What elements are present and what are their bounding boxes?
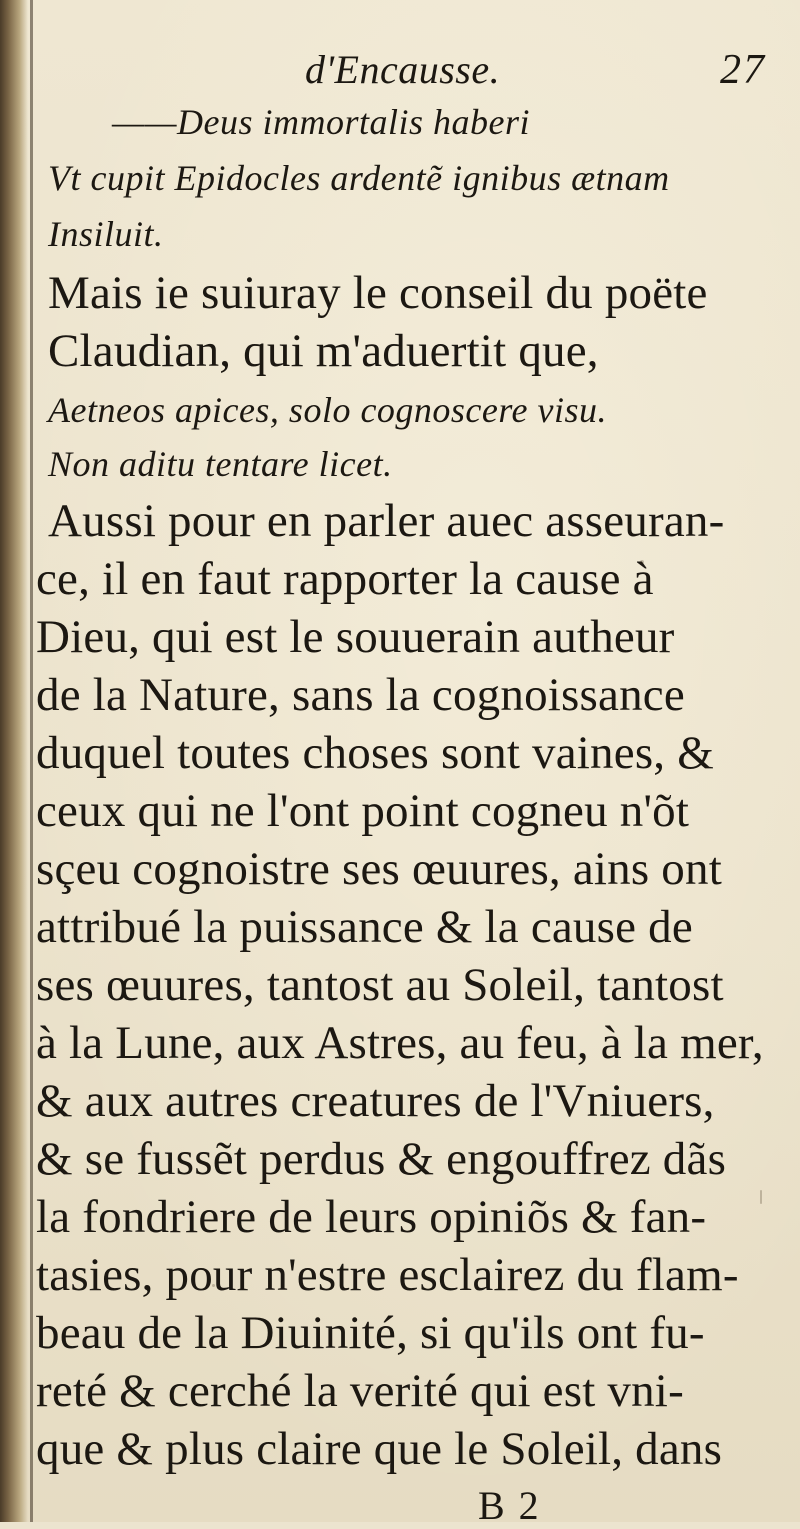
prose-line: ses œuures, tantost au Soleil, tantost <box>36 959 724 1011</box>
verse-line: ——Deus immortalis haberi <box>112 102 531 142</box>
prose-line: Mais ie suiuray le conseil du poëte <box>48 267 708 319</box>
prose-line: Aussi pour en parler auec asseuran- <box>48 495 725 547</box>
prose-line: sçeu cognoistre ses œuures, ains ont <box>36 843 722 895</box>
prose-line: Claudian, qui m'aduertit que, <box>48 325 599 377</box>
prose-line: à la Lune, aux Astres, au feu, à la mer, <box>36 1017 764 1069</box>
paper-speck <box>212 1284 215 1287</box>
verse-line: Vt cupit Epidocles ardentẽ ignibus ætnam <box>48 158 670 198</box>
prose-line: ce, il en faut rapporter la cause à <box>36 553 654 605</box>
verse-line: Insiluit. <box>48 214 164 254</box>
quote-line: Aetneos apices, solo cognoscere visu. <box>48 390 608 430</box>
prose-line: de la Nature, sans la cognoissance <box>36 669 685 721</box>
prose-line: & se fussẽt perdus & engouffrez dãs <box>36 1133 727 1185</box>
paper-speck <box>640 560 644 564</box>
running-head: d'Encausse. <box>305 47 501 92</box>
prose-line: Dieu, qui est le souuerain autheur <box>36 611 675 663</box>
paper-speck <box>760 1190 762 1204</box>
signature-mark: B 2 <box>478 1483 541 1528</box>
prose-line: & aux autres creatures de l'Vniuers, <box>36 1075 715 1127</box>
prose-line: reté & cerché la verité qui est vni- <box>36 1365 684 1417</box>
prose-line: duquel toutes choses sont vaines, & <box>36 727 714 779</box>
prose-line: beau de la Diuinité, si qu'ils ont fu- <box>36 1307 705 1359</box>
page-number: 27 <box>720 47 766 93</box>
prose-line: tasies, pour n'estre esclairez du flam- <box>36 1249 739 1301</box>
prose-line: attribué la puissance & la cause de <box>36 901 693 953</box>
prose-line: la fondriere de leurs opiniõs & fan- <box>36 1191 707 1243</box>
prose-line: que & plus claire que le Soleil, dans <box>36 1423 723 1475</box>
quote-line: Non aditu tentare licet. <box>48 444 393 484</box>
prose-line: ceux qui ne l'ont point cogneu n'õt <box>36 785 690 837</box>
